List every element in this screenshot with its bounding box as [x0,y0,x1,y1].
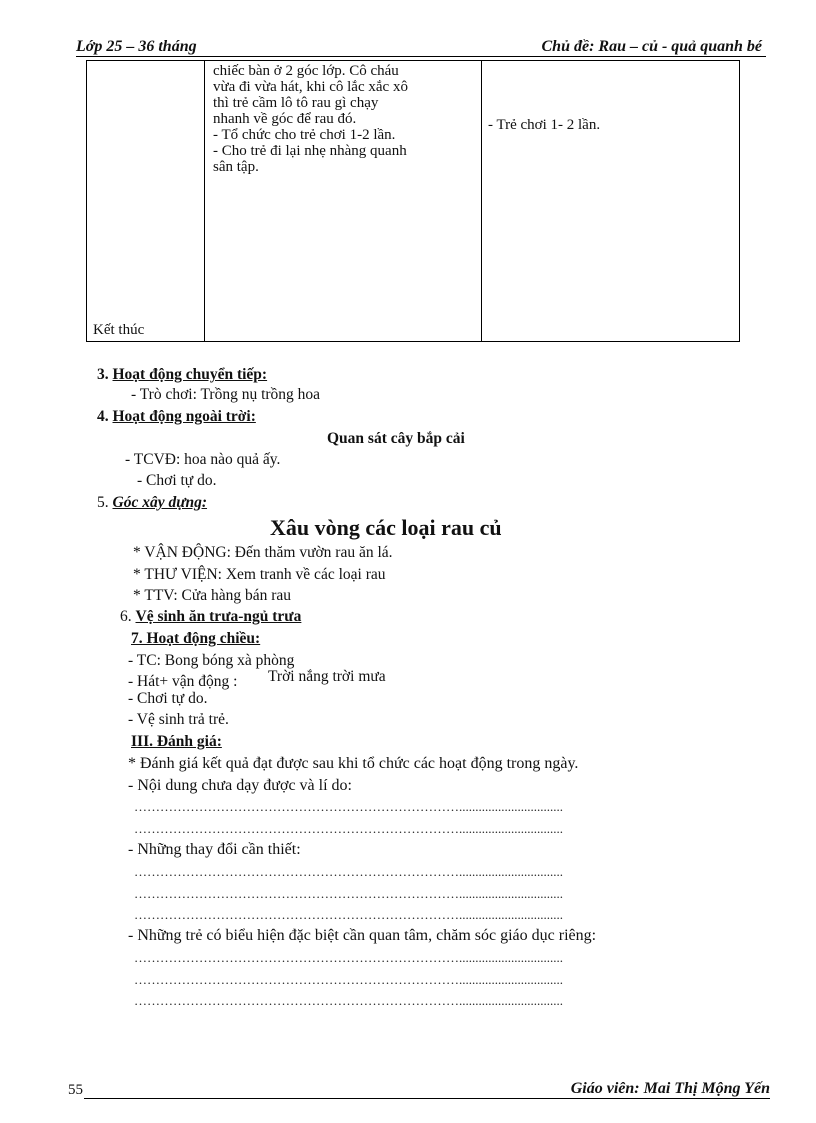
content-line: - Tổ chức cho trẻ chơi 1-2 lần. [213,127,396,143]
evaluation-line: - Những trẻ có biểu hiện đặc biệt cần quan tâm, chăm sóc giáo dục riêng: [128,927,597,944]
content-line: chiếc bàn ở 2 góc lớp. Cô cháu [213,63,399,79]
section-7-song: Trời nắng trời mưa [268,668,386,685]
content-line: nhanh về góc để rau đó. [213,111,357,127]
section-3-heading [97,366,267,384]
section-4-item: - TCVĐ: hoa nào quả ấy. [125,451,281,468]
dotted-line: …………………………………………………………………................................ [134,799,563,814]
header-rule [76,56,766,57]
section-7-item: - TC: Bong bóng xà phòng [128,652,295,669]
stage-cell [87,61,205,342]
page-number: 55 [68,1082,83,1098]
section-4-heading [97,408,256,426]
content-line: sân tập. [213,159,259,175]
section-5-big-title: Xâu vòng các loại rau củ [270,515,502,540]
evaluation-line: - Nội dung chưa dạy được và lí do: [128,777,352,794]
section-3-item: - Trò chơi: Trồng nụ trồng hoa [131,386,321,403]
dotted-line: …………………………………………………………………................................ [134,972,563,987]
section-7-title: 7. Hoạt động chiều: [131,630,261,647]
section-5-item: * VẬN ĐỘNG: Đến thăm vườn rau ăn lá. [133,544,393,561]
section-6-title: Vệ sinh ăn trưa-ngủ trưa [135,608,302,625]
section-5-item: * THƯ VIỆN: Xem tranh về các loại rau [133,566,386,583]
section-4-item: - Chơi tự do. [137,472,217,489]
teacher-name: Giáo viên: Mai Thị Mộng Yến [570,1080,770,1097]
dotted-line: …………………………………………………………………................................ [134,886,563,901]
section-5-title: Góc xây dựng: [112,494,208,511]
dotted-line: …………………………………………………………………................................ [134,950,563,965]
evaluation-line: * Đánh giá kết quả đạt được sau khi tổ chức các hoạt động trong ngày. [128,755,579,772]
section-3-title: Hoạt động chuyển tiếp: [112,366,268,383]
section-4-subtitle: Quan sát cây bắp cải [327,430,465,447]
activity-table [86,60,740,342]
content-line: vừa đi vừa hát, khi cô lắc xắc xô [213,79,408,95]
evaluation-line: - Những thay đổi cần thiết: [128,841,301,858]
dotted-line: …………………………………………………………………................................ [134,907,563,922]
evaluation-title: III. Đánh giá: [131,733,222,750]
section-6-heading [120,608,301,626]
dotted-line: …………………………………………………………………................................ [134,821,563,836]
note-cell [482,61,740,342]
content-line: - Cho trẻ đi lại nhẹ nhàng quanh [213,143,407,159]
section-4-title: Hoạt động ngoài trời: [112,408,256,425]
header-topic-label: Chủ đề: Rau – củ - quả quanh bé [541,38,762,55]
section-6-number: 6. [120,608,132,625]
section-5-item: * TTV: Cửa hàng bán rau [133,587,292,604]
header-class-label: Lớp 25 – 36 tháng [76,38,197,55]
section-5-number: 5. [97,494,109,511]
footer-rule [84,1098,770,1099]
section-7-item: - Chơi tự do. [128,690,208,707]
dotted-line: …………………………………………………………………................................ [134,864,563,879]
section-5-heading [97,494,207,512]
dotted-line: …………………………………………………………………................................ [134,993,563,1008]
content-line: thì trẻ cầm lô tô rau gì chạy [213,95,379,111]
section-4-number: 4. [97,408,109,425]
note-text: - Trẻ chơi 1- 2 lần. [488,117,601,133]
section-7-item: - Vệ sinh trả trẻ. [128,711,229,728]
content-cell [205,61,482,342]
section-3-number: 3. [97,366,109,383]
stage-label: Kết thúc [93,322,145,338]
section-7-item: - Hát+ vận động : [128,673,238,690]
